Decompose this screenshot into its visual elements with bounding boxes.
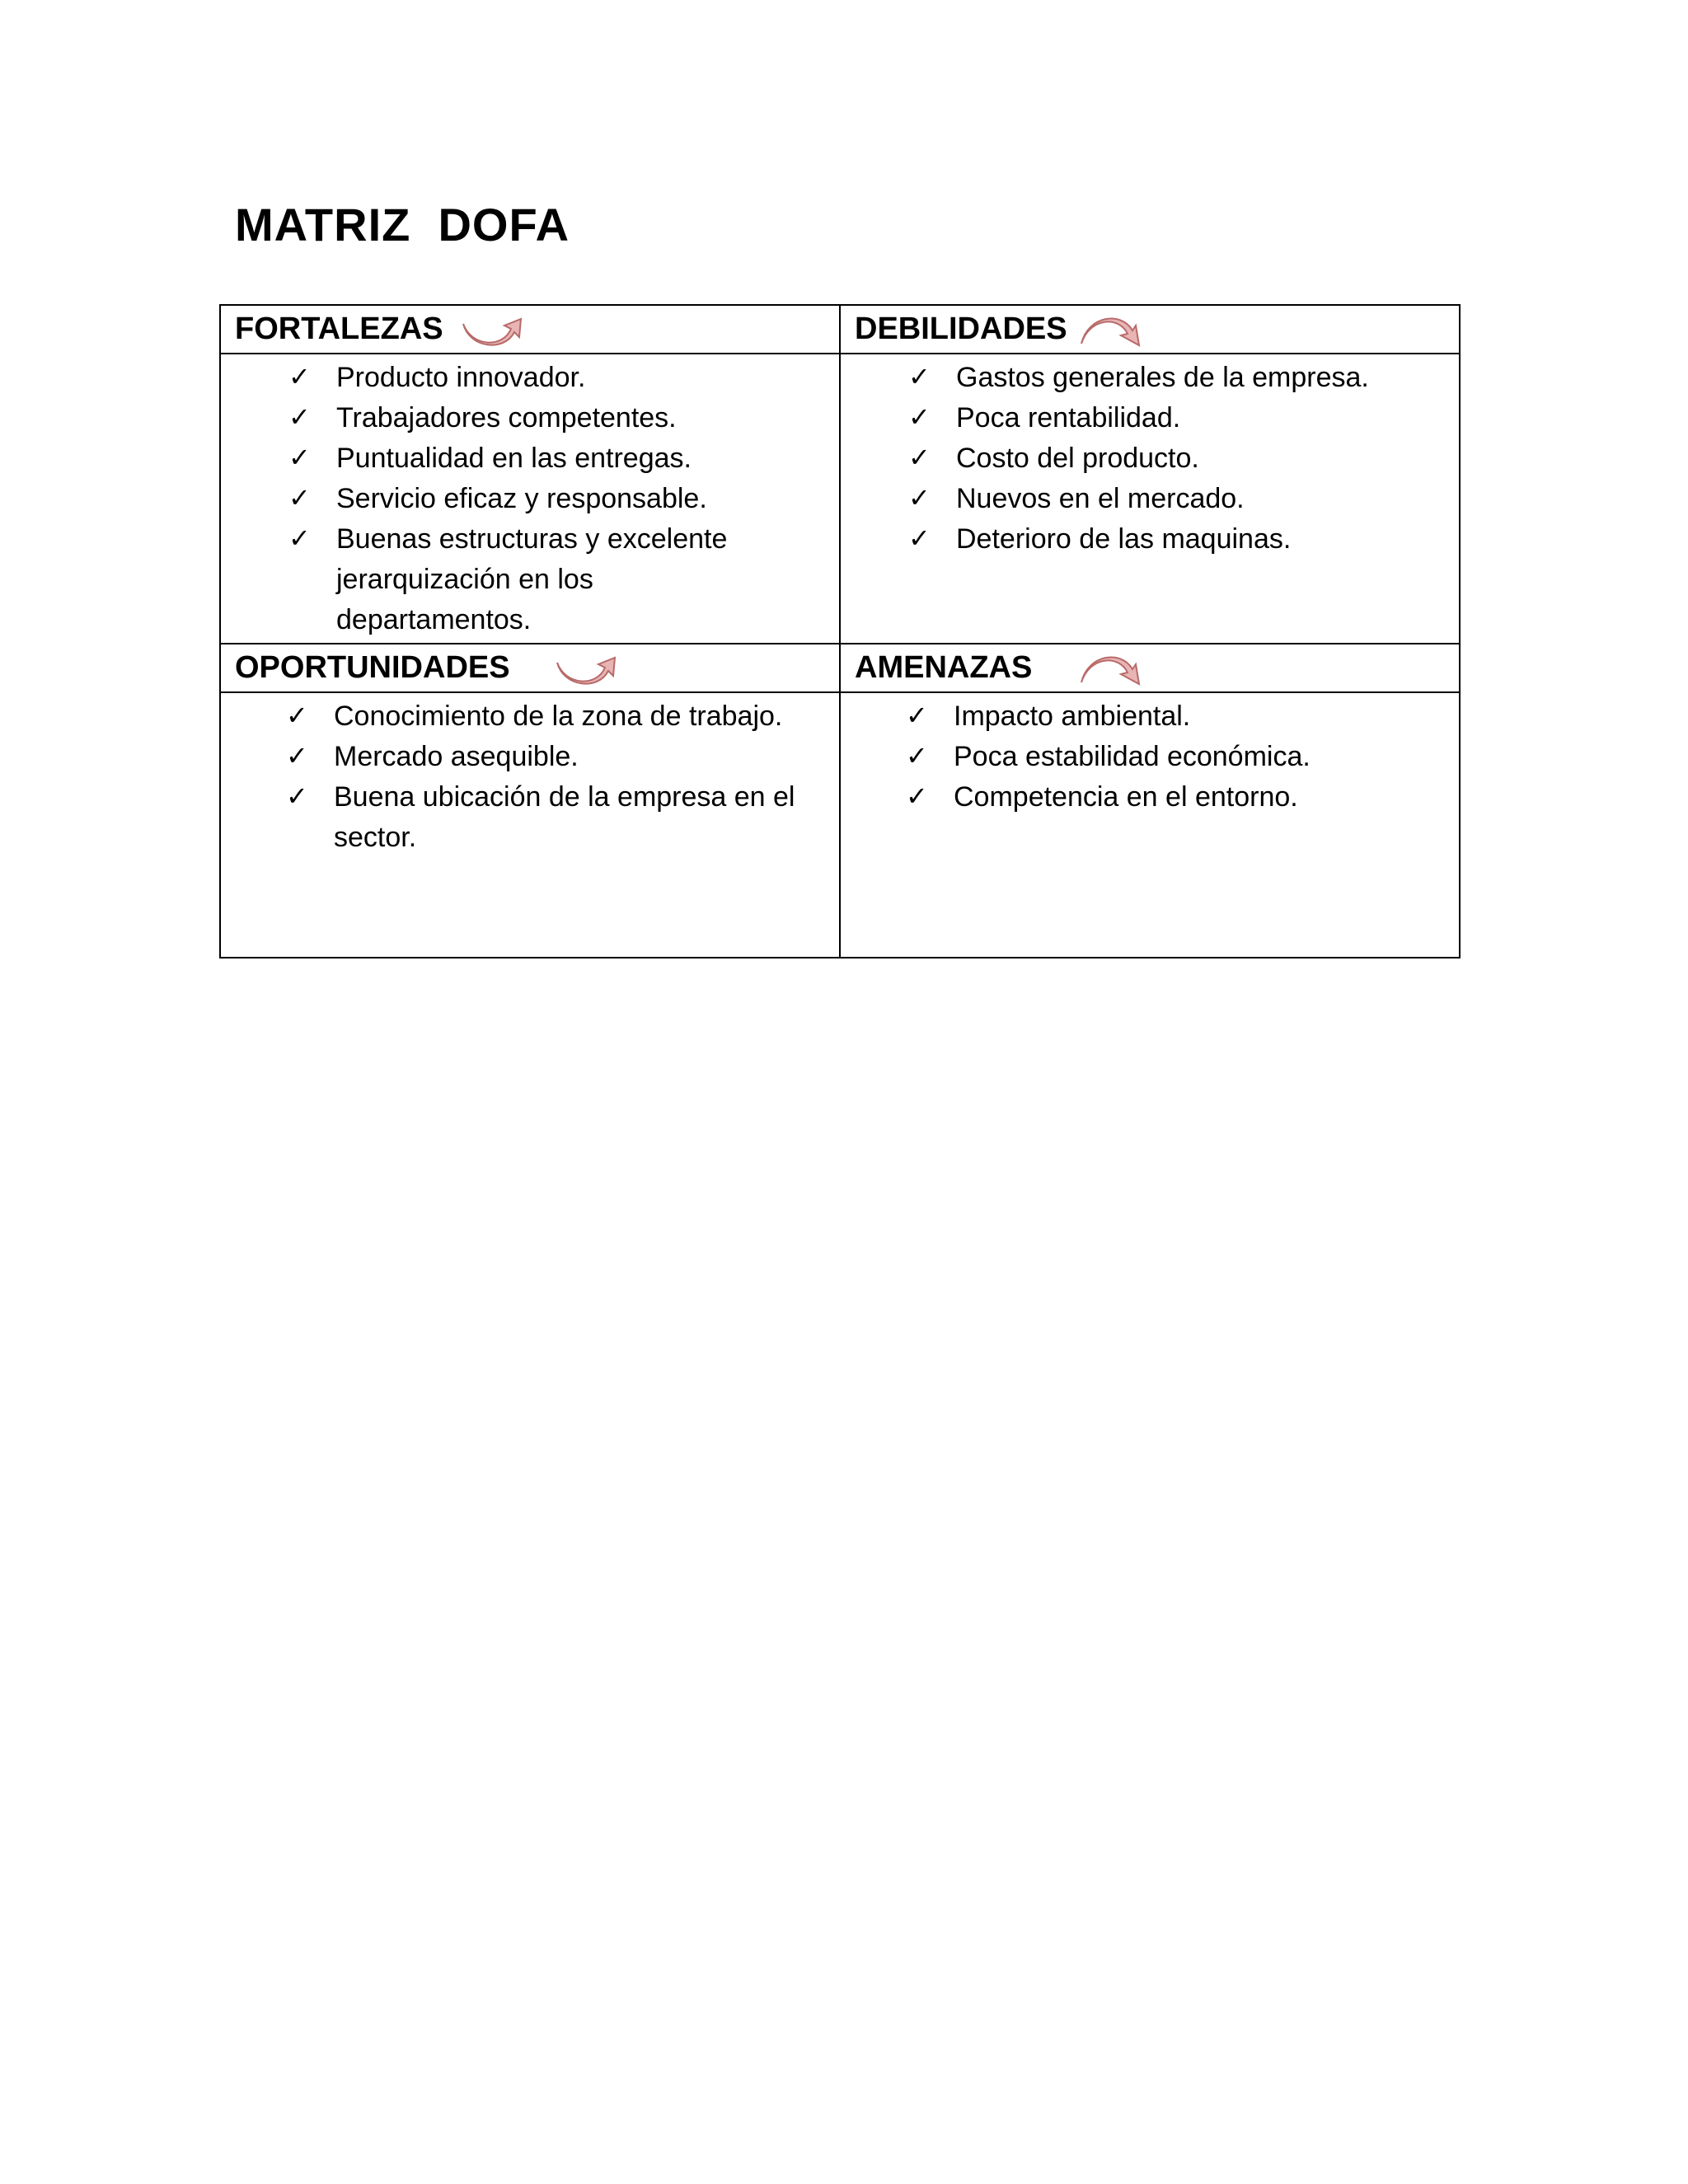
debilidades-header (840, 305, 1460, 354)
check-icon: ✓ (288, 482, 311, 513)
list-item: ✓ Nuevos en el mercado. (841, 479, 1459, 519)
fortalezas-header (220, 305, 840, 354)
oportunidades-title: OPORTUNIDADES (235, 650, 510, 685)
oportunidades-header (220, 644, 840, 692)
debilidades-body (840, 354, 1460, 644)
check-icon: ✓ (906, 780, 928, 812)
list-item: ✓ Mercado asequible. (221, 737, 839, 777)
amenazas-header (840, 644, 1460, 692)
amenazas-list (841, 693, 1459, 818)
check-icon: ✓ (906, 740, 928, 771)
check-icon: ✓ (908, 482, 931, 513)
check-icon: ✓ (288, 442, 311, 473)
list-item: ✓ Buena ubicación de la empresa en el sector. (221, 777, 839, 858)
curved-arrow-icon (1078, 316, 1142, 349)
debilidades-title: DEBILIDADES (855, 312, 1067, 346)
list-item: ✓ Poca rentabilidad. (841, 398, 1459, 438)
list-item: ✓ Gastos generales de la empresa. (841, 358, 1459, 398)
list-item: ✓ Puntualidad en las entregas. (221, 438, 839, 479)
fortalezas-title: FORTALEZAS (235, 312, 443, 346)
fortalezas-list (221, 354, 839, 640)
check-icon: ✓ (288, 523, 311, 554)
list-item: ✓ Producto innovador. (221, 358, 839, 398)
check-icon: ✓ (286, 780, 308, 812)
page-title: MATRIZ DOFA (235, 199, 570, 251)
check-icon: ✓ (908, 442, 931, 473)
check-icon: ✓ (908, 401, 931, 433)
check-icon: ✓ (288, 401, 311, 433)
list-item: ✓ Deterioro de las maquinas. (841, 519, 1459, 560)
list-item: ✓ Poca estabilidad económica. (841, 737, 1459, 777)
dofa-matrix (219, 304, 1461, 958)
debilidades-list (841, 354, 1459, 560)
check-icon: ✓ (288, 361, 311, 392)
oportunidades-list (221, 693, 839, 858)
check-icon: ✓ (286, 740, 308, 771)
oportunidades-body (220, 692, 840, 958)
list-item: ✓ Impacto ambiental. (841, 696, 1459, 737)
list-item: ✓ Costo del producto. (841, 438, 1459, 479)
amenazas-title: AMENAZAS (855, 650, 1033, 685)
list-item: ✓ Competencia en el entorno. (841, 777, 1459, 818)
curved-arrow-icon (1078, 654, 1142, 687)
list-item: ✓ Trabajadores competentes. (221, 398, 839, 438)
list-item: ✓ Servicio eficaz y responsable. (221, 479, 839, 519)
check-icon: ✓ (908, 361, 931, 392)
check-icon: ✓ (286, 700, 308, 731)
list-item: ✓ Buenas estructuras y excelente jerarquización en los departamentos. (221, 519, 839, 640)
fortalezas-body (220, 354, 840, 644)
check-icon: ✓ (908, 523, 931, 554)
list-item: ✓ Conocimiento de la zona de trabajo. (221, 696, 839, 737)
curved-arrow-icon (554, 654, 618, 687)
curved-arrow-icon (460, 316, 524, 349)
amenazas-body (840, 692, 1460, 958)
check-icon: ✓ (906, 700, 928, 731)
